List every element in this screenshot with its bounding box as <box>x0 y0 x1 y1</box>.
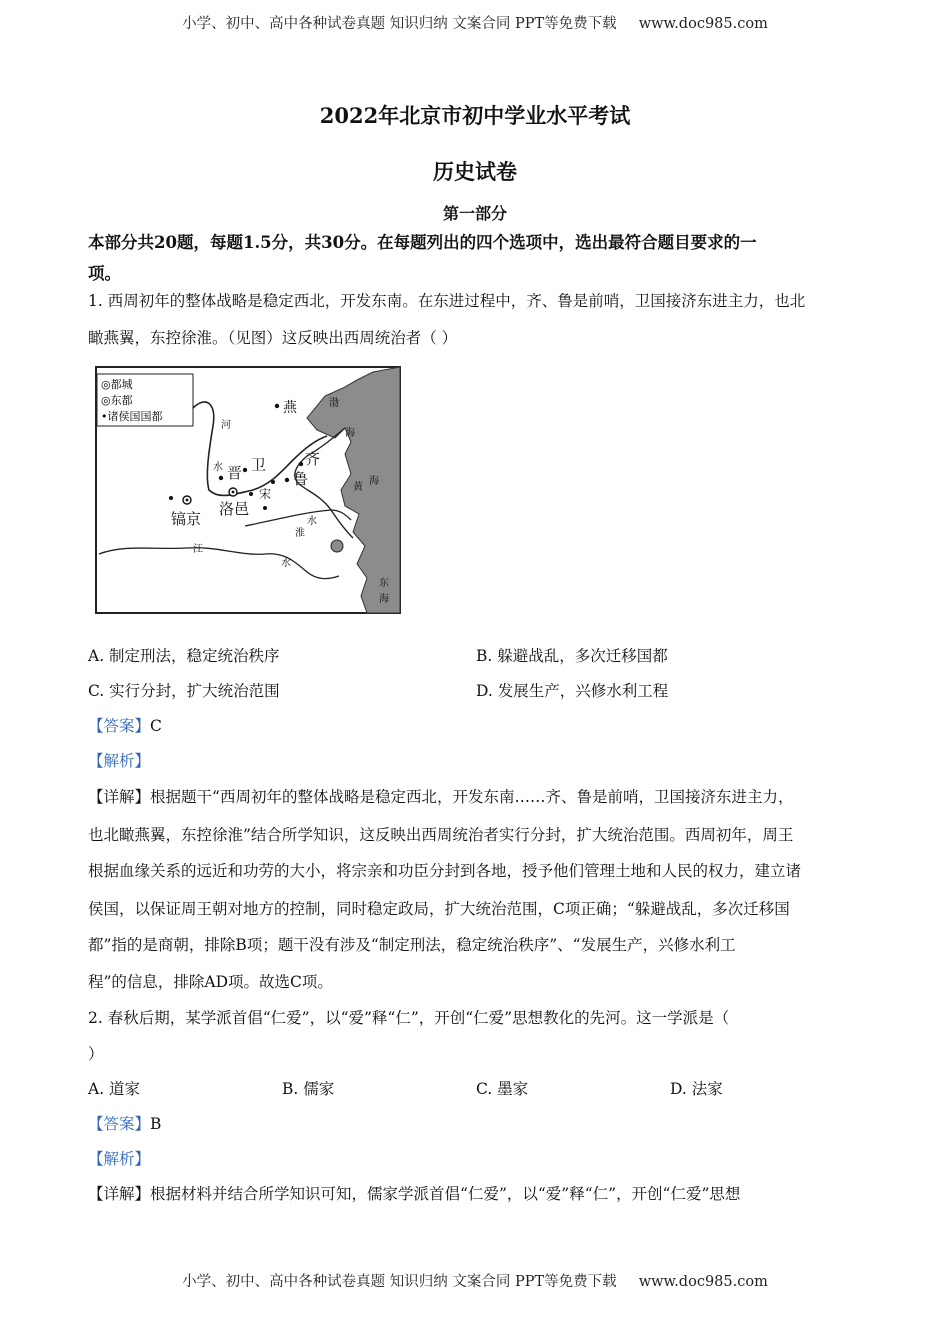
q1-analysis-tag: 【解析】 <box>88 752 151 770</box>
exam-title: 2022年北京市初中学业水平考试 <box>319 103 631 128</box>
q1-option-c[interactable]: C. 实行分封，扩大统治范围 <box>88 682 280 700</box>
instructions-line-2: 项。 <box>88 264 121 283</box>
part-title: 第一部分 <box>442 204 507 223</box>
map-dot-jin <box>219 476 223 480</box>
map-label-wei: 卫 <box>251 456 267 474</box>
q1-detail-line-5: 都”指的是商朝，排除B项；题干没有涉及“制定刑法，稳定统治秩序”、“发展生产，兴修水利工 <box>88 936 736 954</box>
q2-analysis-tag: 【解析】 <box>88 1150 151 1168</box>
map-label-huai: 淮 <box>295 528 305 539</box>
page-footer <box>0 1270 950 1291</box>
map-dot-misc-1 <box>263 506 267 510</box>
q2-option-b[interactable]: B. 儒家 <box>282 1080 335 1098</box>
q1-option-a[interactable]: A. 制定刑法，稳定统治秩序 <box>88 647 280 665</box>
page-header <box>0 12 950 33</box>
map-dot-misc-3 <box>169 496 173 500</box>
map-label-huang: 黄 <box>353 482 363 493</box>
q1-detail-line-1: 【详解】根据题干“西周初年的整体战略是稳定西北，开发东南……齐、鲁是前哨，卫国接济东进主力， <box>88 788 794 806</box>
map-label-hai-3: 海 <box>379 594 389 605</box>
q1-answer <box>88 714 868 736</box>
legend-capital: ◎都城 <box>101 378 133 391</box>
map-label-hai-2: 海 <box>369 476 379 487</box>
map-label-jiang: 江 <box>193 544 203 555</box>
map-label-bo: 渤 <box>329 398 339 409</box>
map-dot-misc-2 <box>271 480 275 484</box>
map-label-qi: 齐 <box>305 450 321 468</box>
q2-stem-line-1: 2. 春秋后期，某学派首倡“仁爱”，以“爱”释“仁”，开创“仁爱”思想教化的先河。这一学派是（ <box>88 1009 730 1027</box>
map-label-lu: 鲁 <box>293 470 309 488</box>
western-zhou-map <box>95 366 401 614</box>
footer-url[interactable]: www.doc985.com <box>638 1274 768 1290</box>
q2-option-a[interactable]: A. 道家 <box>88 1080 141 1098</box>
q1-answer-tag: 【答案】 <box>88 717 151 735</box>
map-dot-wei <box>243 468 247 472</box>
q1-stem-line-2: 瞰燕翼，东控徐淮。（见图）这反映出西周统治者（ ） <box>88 329 458 347</box>
q1-detail-line-6: 程”的信息，排除AD项。故选C项。 <box>88 973 333 991</box>
q1-option-d[interactable]: D. 发展生产，兴修水利工程 <box>476 682 669 700</box>
map-label-luoyi: 洛邑 <box>219 500 250 518</box>
q2-option-c[interactable]: C. 墨家 <box>476 1080 529 1098</box>
q2-option-d[interactable]: D. 法家 <box>670 1080 723 1098</box>
q2-stem-line-2: ） <box>88 1045 104 1063</box>
header-url[interactable]: www.doc985.com <box>638 16 768 32</box>
q2-answer <box>88 1112 868 1134</box>
footer-text: 小学、初中、高中各种试卷真题 知识归纳 文案合同 PPT等免费下载 <box>182 1274 617 1290</box>
map-dot-lu <box>285 478 289 482</box>
map-label-shui: 水 <box>213 462 223 473</box>
q2-detail-line-1: 【详解】根据材料并结合所学知识可知，儒家学派首倡“仁爱”，以“爱”释“仁”，开创“仁爱”思想 <box>88 1185 741 1203</box>
map-label-dong: 东 <box>379 578 389 589</box>
map-label-song: 宋 <box>259 487 272 501</box>
q2-detail-tag: 【详解】 <box>88 1185 151 1203</box>
map-label-yan: 燕 <box>283 400 297 416</box>
map-label-shui-3: 水 <box>281 558 291 569</box>
legend-vassal-capital: •诸侯国国都 <box>101 410 163 423</box>
map-label-jin: 晋 <box>227 464 243 482</box>
map-label-he: 河 <box>221 420 231 431</box>
q2-answer-value: B <box>150 1115 162 1133</box>
header-text: 小学、初中、高中各种试卷真题 知识归纳 文案合同 PPT等免费下载 <box>182 16 617 32</box>
q1-detail-line-3: 根据血缘关系的远近和功劳的大小，将宗亲和功臣分封到各地，授予他们管理土地和人民的权力，建立诸 <box>88 862 802 880</box>
q1-stem-line-1: 1. 西周初年的整体战略是稳定西北，开发东南。在东进过程中，齐、鲁是前哨，卫国接济东进主力，也北 <box>88 292 806 310</box>
q1-detail-line-2: 也北瞰燕翼，东控徐淮”结合所学知识，这反映出西周统治者实行分封，扩大统治范围。西周初年，周王 <box>88 826 794 844</box>
map-dot-yan <box>275 404 279 408</box>
legend-east-capital: ◎东都 <box>101 394 133 407</box>
instructions-line-1: 本部分共20题，每题1.5分，共30分。在每题列出的四个选项中，选出最符合题目要求的一 <box>88 233 757 252</box>
map-label-hai-1: 海 <box>345 428 355 439</box>
q2-answer-tag: 【答案】 <box>88 1115 151 1133</box>
map-dot-misc-4 <box>249 492 253 496</box>
q1-detail-line-4: 侯国，以保证周王朝对地方的控制，同时稳定政局，扩大统治范围，C项正确；“躲避战乱，多次迁移国 <box>88 900 790 918</box>
q1-answer-value: C <box>150 717 162 735</box>
exam-subtitle: 历史试卷 <box>433 159 517 184</box>
map-label-shui-2: 水 <box>307 516 317 527</box>
q1-detail-tag: 【详解】 <box>88 788 151 806</box>
q1-option-b[interactable]: B. 躲避战乱，多次迁移国都 <box>476 647 668 665</box>
map-dot-qi <box>299 462 303 466</box>
map-label-haojing: 镐京 <box>171 510 202 528</box>
